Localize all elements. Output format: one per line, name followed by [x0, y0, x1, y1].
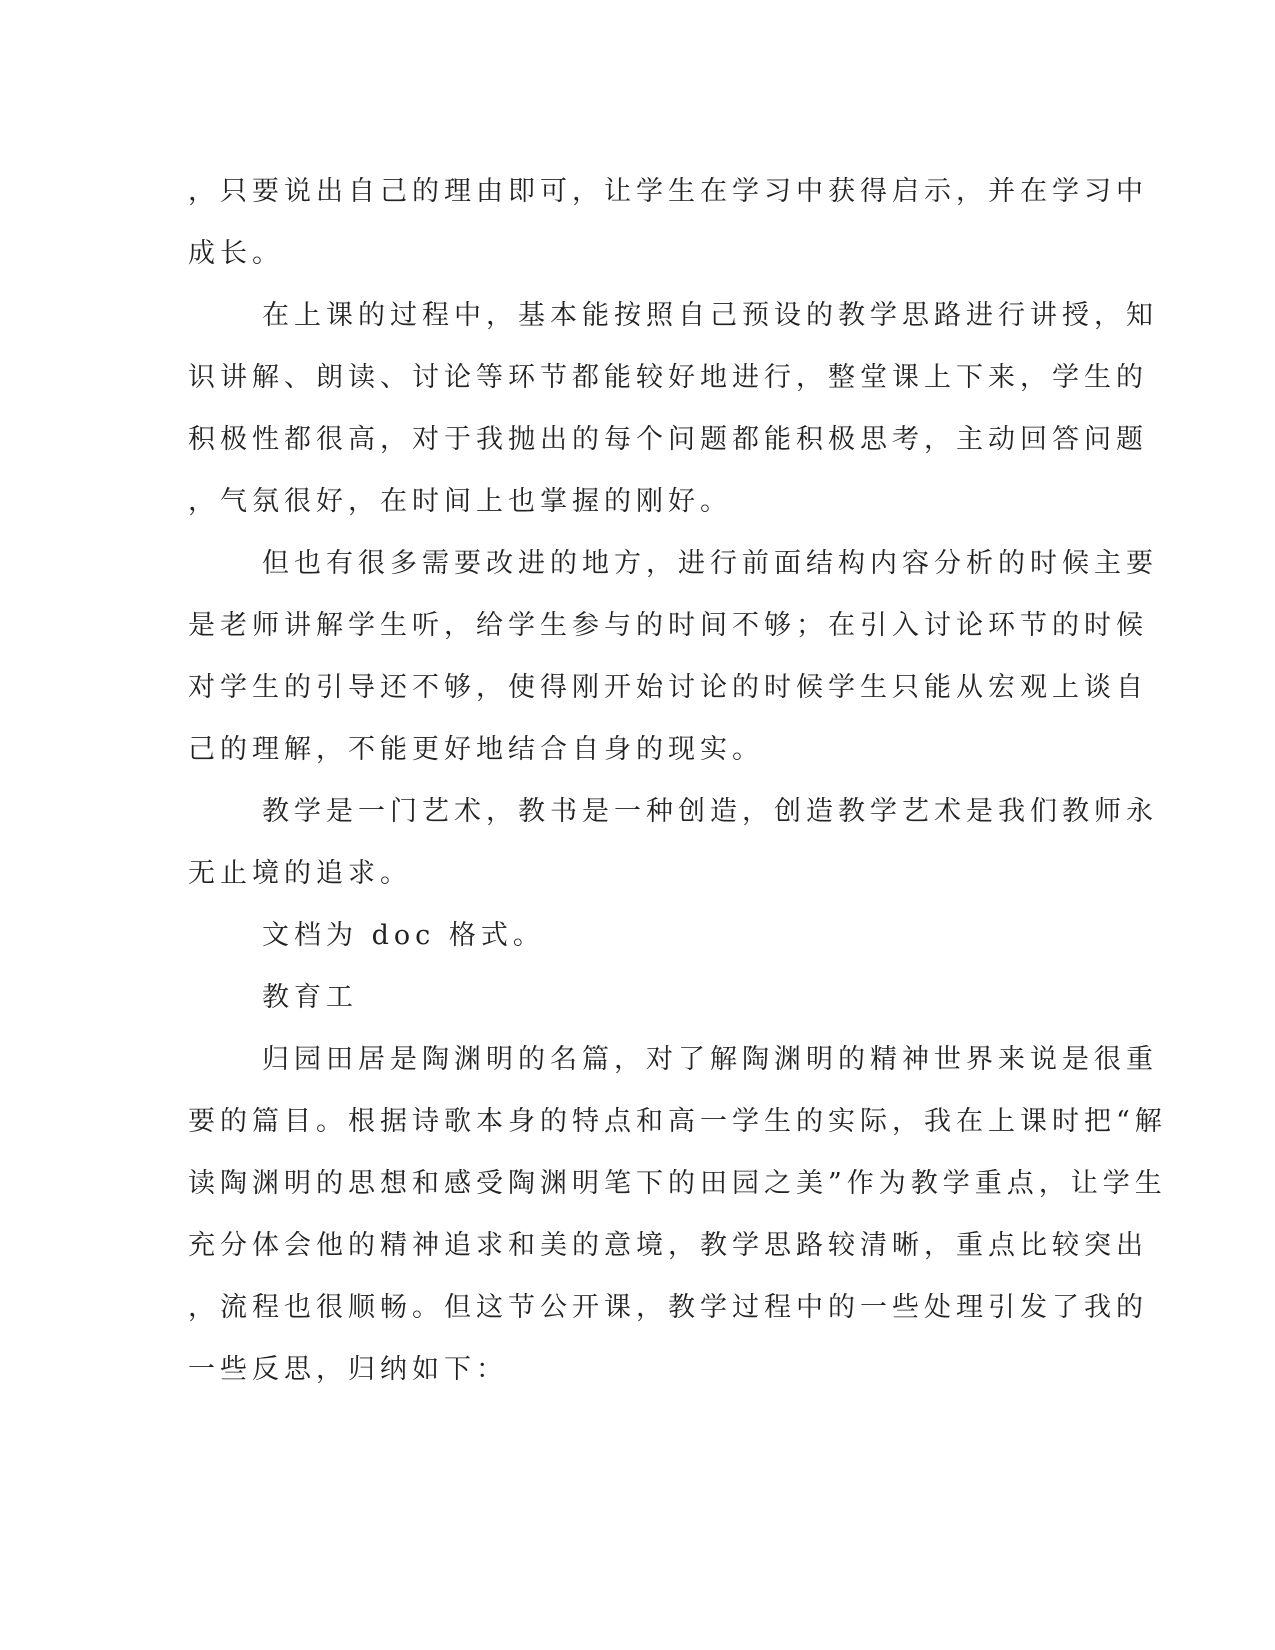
document-body [188, 161, 1167, 1401]
text-line: ，只要说出自己的理由即可，让学生在学习中获得启示，并在学习中 [188, 176, 1148, 207]
text-line: 教学是一门艺术，教书是一种创造，创造教学艺术是我们教师永 [262, 796, 1158, 827]
text-line: 但也有很多需要改进的地方，进行前面结构内容分析的时候主要 [262, 548, 1158, 579]
text-line: 归园田居是陶渊明的名篇，对了解陶渊明的精神世界来说是很重 [262, 1044, 1158, 1075]
text-line: 充分体会他的精神追求和美的意境，教学思路较清晰，重点比较突出 [188, 1230, 1148, 1261]
text-line: 无止境的追求。 [188, 858, 412, 889]
text-line: 读陶渊明的思想和感受陶渊明笔下的田园之美”作为教学重点，让学生 [188, 1168, 1167, 1199]
text-line: 成长。 [188, 238, 284, 269]
text-line: 文档为 doc 格式。 [262, 920, 545, 951]
text-line: 教育工 [262, 982, 358, 1013]
text-line: 在上课的过程中，基本能按照自己预设的教学思路进行讲授，知 [262, 300, 1158, 331]
text-line: 是老师讲解学生听，给学生参与的时间不够；在引入讨论环节的时候 [188, 610, 1148, 641]
text-line: 积极性都很高，对于我抛出的每个问题都能积极思考，主动回答问题 [188, 424, 1148, 455]
text-line: ，气氛很好，在时间上也掌握的刚好。 [188, 486, 732, 517]
text-line: 识讲解、朗读、讨论等环节都能较好地进行，整堂课上下来，学生的 [188, 362, 1148, 393]
text-line: 一些反思，归纳如下： [188, 1354, 508, 1385]
text-line: 对学生的引导还不够，使得刚开始讨论的时候学生只能从宏观上谈自 [188, 672, 1148, 703]
text-line: 己的理解，不能更好地结合自身的现实。 [188, 734, 764, 765]
text-line: ，流程也很顺畅。但这节公开课，教学过程中的一些处理引发了我的 [188, 1292, 1148, 1323]
text-line: 要的篇目。根据诗歌本身的特点和高一学生的实际，我在上课时把“解 [188, 1106, 1167, 1137]
